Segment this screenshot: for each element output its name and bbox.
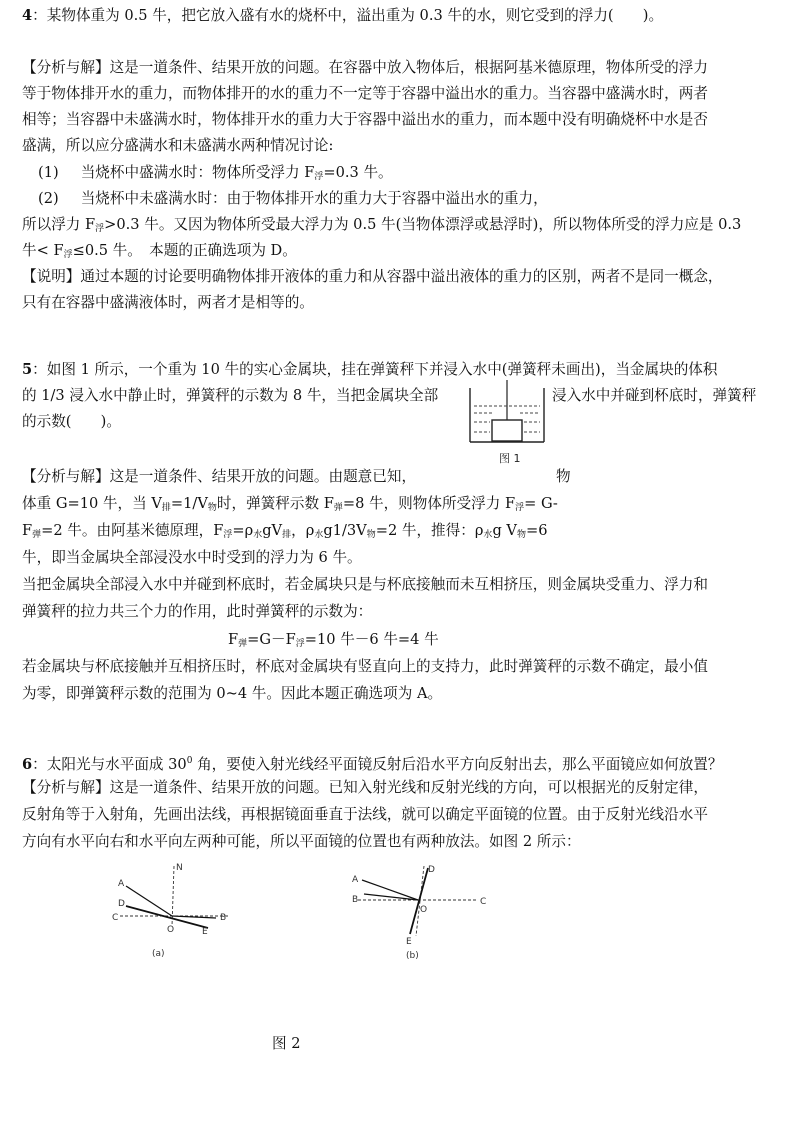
q5-equation <box>228 630 800 654</box>
subscript: 浮 <box>95 224 105 234</box>
q5-number: 5 <box>22 361 33 378</box>
case-text: 当烧杯中未盛满水时：由于物体排开水的重力大于容器中溢出水的重力， <box>80 190 548 207</box>
q4-analysis-line: 盛满，所以应分盛满水和未盛满水两种情况讨论: <box>22 137 334 154</box>
q5-analysis-line: 当把金属块全部浸入水中并碰到杯底时，若金属块只是与杯底接触而未互相挤压，则金属块受重力、浮力和 <box>22 576 708 593</box>
subscript: 排 <box>282 530 292 540</box>
normal-line <box>172 866 174 926</box>
text: =2 牛，推得：ρ <box>375 522 484 539</box>
text: F <box>228 631 239 648</box>
text: =6 <box>525 522 548 539</box>
text: =10 牛－6 牛=4 牛 <box>304 631 439 648</box>
mirror <box>410 868 428 934</box>
q5-stem-text: ：如图 1 所示，一个重为 10 牛的实心金属块，挂在弹簧秤下并浸入水中(弹簧秤未画出)，当金属块的体积 <box>32 361 718 378</box>
point-label: B <box>352 895 359 905</box>
q6-analysis-line: 反射角等于入射角，先画出法线，再根据镜面垂直于法线，就可以确定平面镜的位置。由于反射光线沿水平 <box>22 806 708 823</box>
q5-stem-text: 浸入水中并碰到杯底时，弹簧秤 <box>552 387 757 404</box>
figure-2b-reflection-diagram <box>344 858 494 962</box>
case-text: 当烧杯中盛满水时：物体所受浮力 F <box>80 164 315 181</box>
q4-analysis-line: 等于物体排开水的重力，而物体排开的水的重力不一定等于容器中溢出水的重力。当容器中盛满水时，两者 <box>22 85 708 102</box>
q4-answer-line <box>22 241 784 265</box>
subscript: 物 <box>516 530 526 540</box>
text: >0.3 牛。又因为物体所受最大浮力为 0.5 牛(当物体漂浮或悬浮时)，所以物体所受的浮力应是 0.3 <box>104 216 742 233</box>
text: 牛< F <box>22 242 64 259</box>
text: = G- <box>524 495 558 512</box>
q4-note-line: 只有在容器中盛满液体时，两者才是相等的。 <box>22 294 314 311</box>
q6-analysis-line: 方向有水平向右和水平向左两种可能，所以平面镜的位置也有两种放法。如图 2 所示： <box>22 833 581 850</box>
q4-note-line: 【说明】通过本题的讨论要明确物体排开液体的重力和从容器中溢出液体的重力的区别，两者不是同一概念， <box>22 268 723 285</box>
subscript: 水 <box>253 530 263 540</box>
case-number: (1) <box>38 164 59 181</box>
q5-analysis-line: 若金属块与杯底接触并互相挤压时，杯底对金属块有竖直向上的支持力，此时弹簧秤的示数不确定，最小值 <box>22 658 708 675</box>
q4-line <box>22 215 784 239</box>
subscript: 浮 <box>295 639 305 649</box>
subscript: 浮 <box>314 172 324 182</box>
subscript: 排 <box>161 503 171 513</box>
subscript: 物 <box>207 503 217 513</box>
q6-stem-text: 角，要使入射光线经平面镜反射后沿水平方向反射出去，那么平面镜应如何放置？ <box>192 755 723 773</box>
superscript: 0 <box>186 756 193 766</box>
text: =1/V <box>170 495 208 512</box>
subscript: 弹 <box>32 530 42 540</box>
q4-case-2 <box>38 189 800 209</box>
figure-sub-label: (b) <box>406 951 419 961</box>
subscript: 物 <box>366 530 376 540</box>
text: ，ρ <box>291 522 315 539</box>
case-text: =0.3 牛。 <box>323 164 393 181</box>
q5-analysis-line: 为零，即弹簧秤示数的范围为 0~4 牛。因此本题正确选项为 A。 <box>22 685 443 702</box>
point-label: A <box>118 879 125 889</box>
subscript: 浮 <box>223 530 233 540</box>
q4-stem <box>22 6 784 26</box>
point-label: O <box>167 925 175 935</box>
q5-analysis-text: 【分析与解】这是一道条件、结果开放的问题。由题意已知， <box>22 468 417 485</box>
text: 所以浮力 F <box>22 216 96 233</box>
case-number: (2) <box>38 190 59 207</box>
point-label: E <box>406 937 412 947</box>
q5-stem-line-3: 的示数( )。 <box>22 413 121 430</box>
point-label: N <box>176 863 183 873</box>
point-label: B <box>220 913 227 923</box>
figure-1-beaker <box>464 380 554 470</box>
text: =8 牛，则物体所受浮力 F <box>342 495 516 512</box>
q5-analysis-line: 弹簧秤的拉力共三个力的作用，此时弹簧秤的示数为： <box>22 603 373 620</box>
normal-line <box>416 866 424 936</box>
q4-number: 4 <box>22 7 33 24</box>
point-label: E <box>202 927 208 937</box>
subscript: 弹 <box>238 639 248 649</box>
text: =2 牛。由阿基米德原理，F <box>41 522 224 539</box>
q6-number: 6 <box>22 755 33 773</box>
point-label: C <box>480 897 487 907</box>
text: g1/3V <box>323 522 367 539</box>
q4-analysis-line: 【分析与解】这是一道条件、结果开放的问题。在容器中放入物体后，根据阿基米德原理，物体所受的浮力 <box>22 59 708 76</box>
q5-analysis-line: 牛，即当金属块全部浸没水中时受到的浮力为 6 牛。 <box>22 549 362 566</box>
q5-analysis-text: 物 <box>556 468 571 485</box>
subscript: 水 <box>483 530 493 540</box>
subscript: 水 <box>314 530 324 540</box>
text: 体重 G=10 牛，当 V <box>22 495 162 512</box>
metal-block <box>492 420 522 441</box>
q4-stem-text: ：某物体重为 0.5 牛，把它放入盛有水的烧杯中，溢出重为 0.3 牛的水，则它受到的浮力( )。 <box>32 7 664 24</box>
text: g V <box>492 522 517 539</box>
point-label: O <box>420 905 428 915</box>
subscript: 浮 <box>63 250 73 260</box>
q5-analysis-line <box>22 494 784 518</box>
text: =ρ <box>232 522 254 539</box>
q4-case-1 <box>38 163 800 187</box>
figure-sub-label: (a) <box>152 949 165 959</box>
text: F <box>22 522 33 539</box>
q6-analysis-line: 【分析与解】这是一道条件、结果开放的问题。已知入射光线和反射光线的方向，可以根据光的反射定律， <box>22 779 708 796</box>
figure-2-caption: 图 2 <box>272 1035 301 1052</box>
point-label: A <box>352 875 359 885</box>
q6-stem <box>22 751 784 775</box>
figure-2a-reflection-diagram <box>112 858 242 962</box>
q5-analysis-line <box>22 521 784 545</box>
figure-1-caption: 图 1 <box>499 452 521 465</box>
point-label: C <box>112 913 119 923</box>
subscript: 弹 <box>333 503 343 513</box>
q5-stem-line-2 <box>22 386 784 406</box>
q4-analysis-line: 相等；当容器中未盛满水时，物体排开水的重力大于容器中溢出水的重力，而本题中没有明确烧杯中水是否 <box>22 111 708 128</box>
text: 时，弹簧秤示数 F <box>216 495 334 512</box>
q5-stem <box>22 360 784 380</box>
q5-analysis-line <box>22 467 784 487</box>
q6-stem-text: ：太阳光与水平面成 30 <box>32 755 187 773</box>
text: gV <box>262 522 283 539</box>
q5-stem-text: 的 1/3 浸入水中静止时，弹簧秤的示数为 8 牛，当把金属块全部 <box>22 387 439 404</box>
reflected-ray <box>172 916 216 918</box>
point-label: D <box>118 899 125 909</box>
point-label: D <box>428 865 435 875</box>
text: =G－F <box>247 631 296 648</box>
subscript: 浮 <box>515 503 525 513</box>
text: ≤0.5 牛。 本题的正确选项为 D。 <box>72 242 297 259</box>
